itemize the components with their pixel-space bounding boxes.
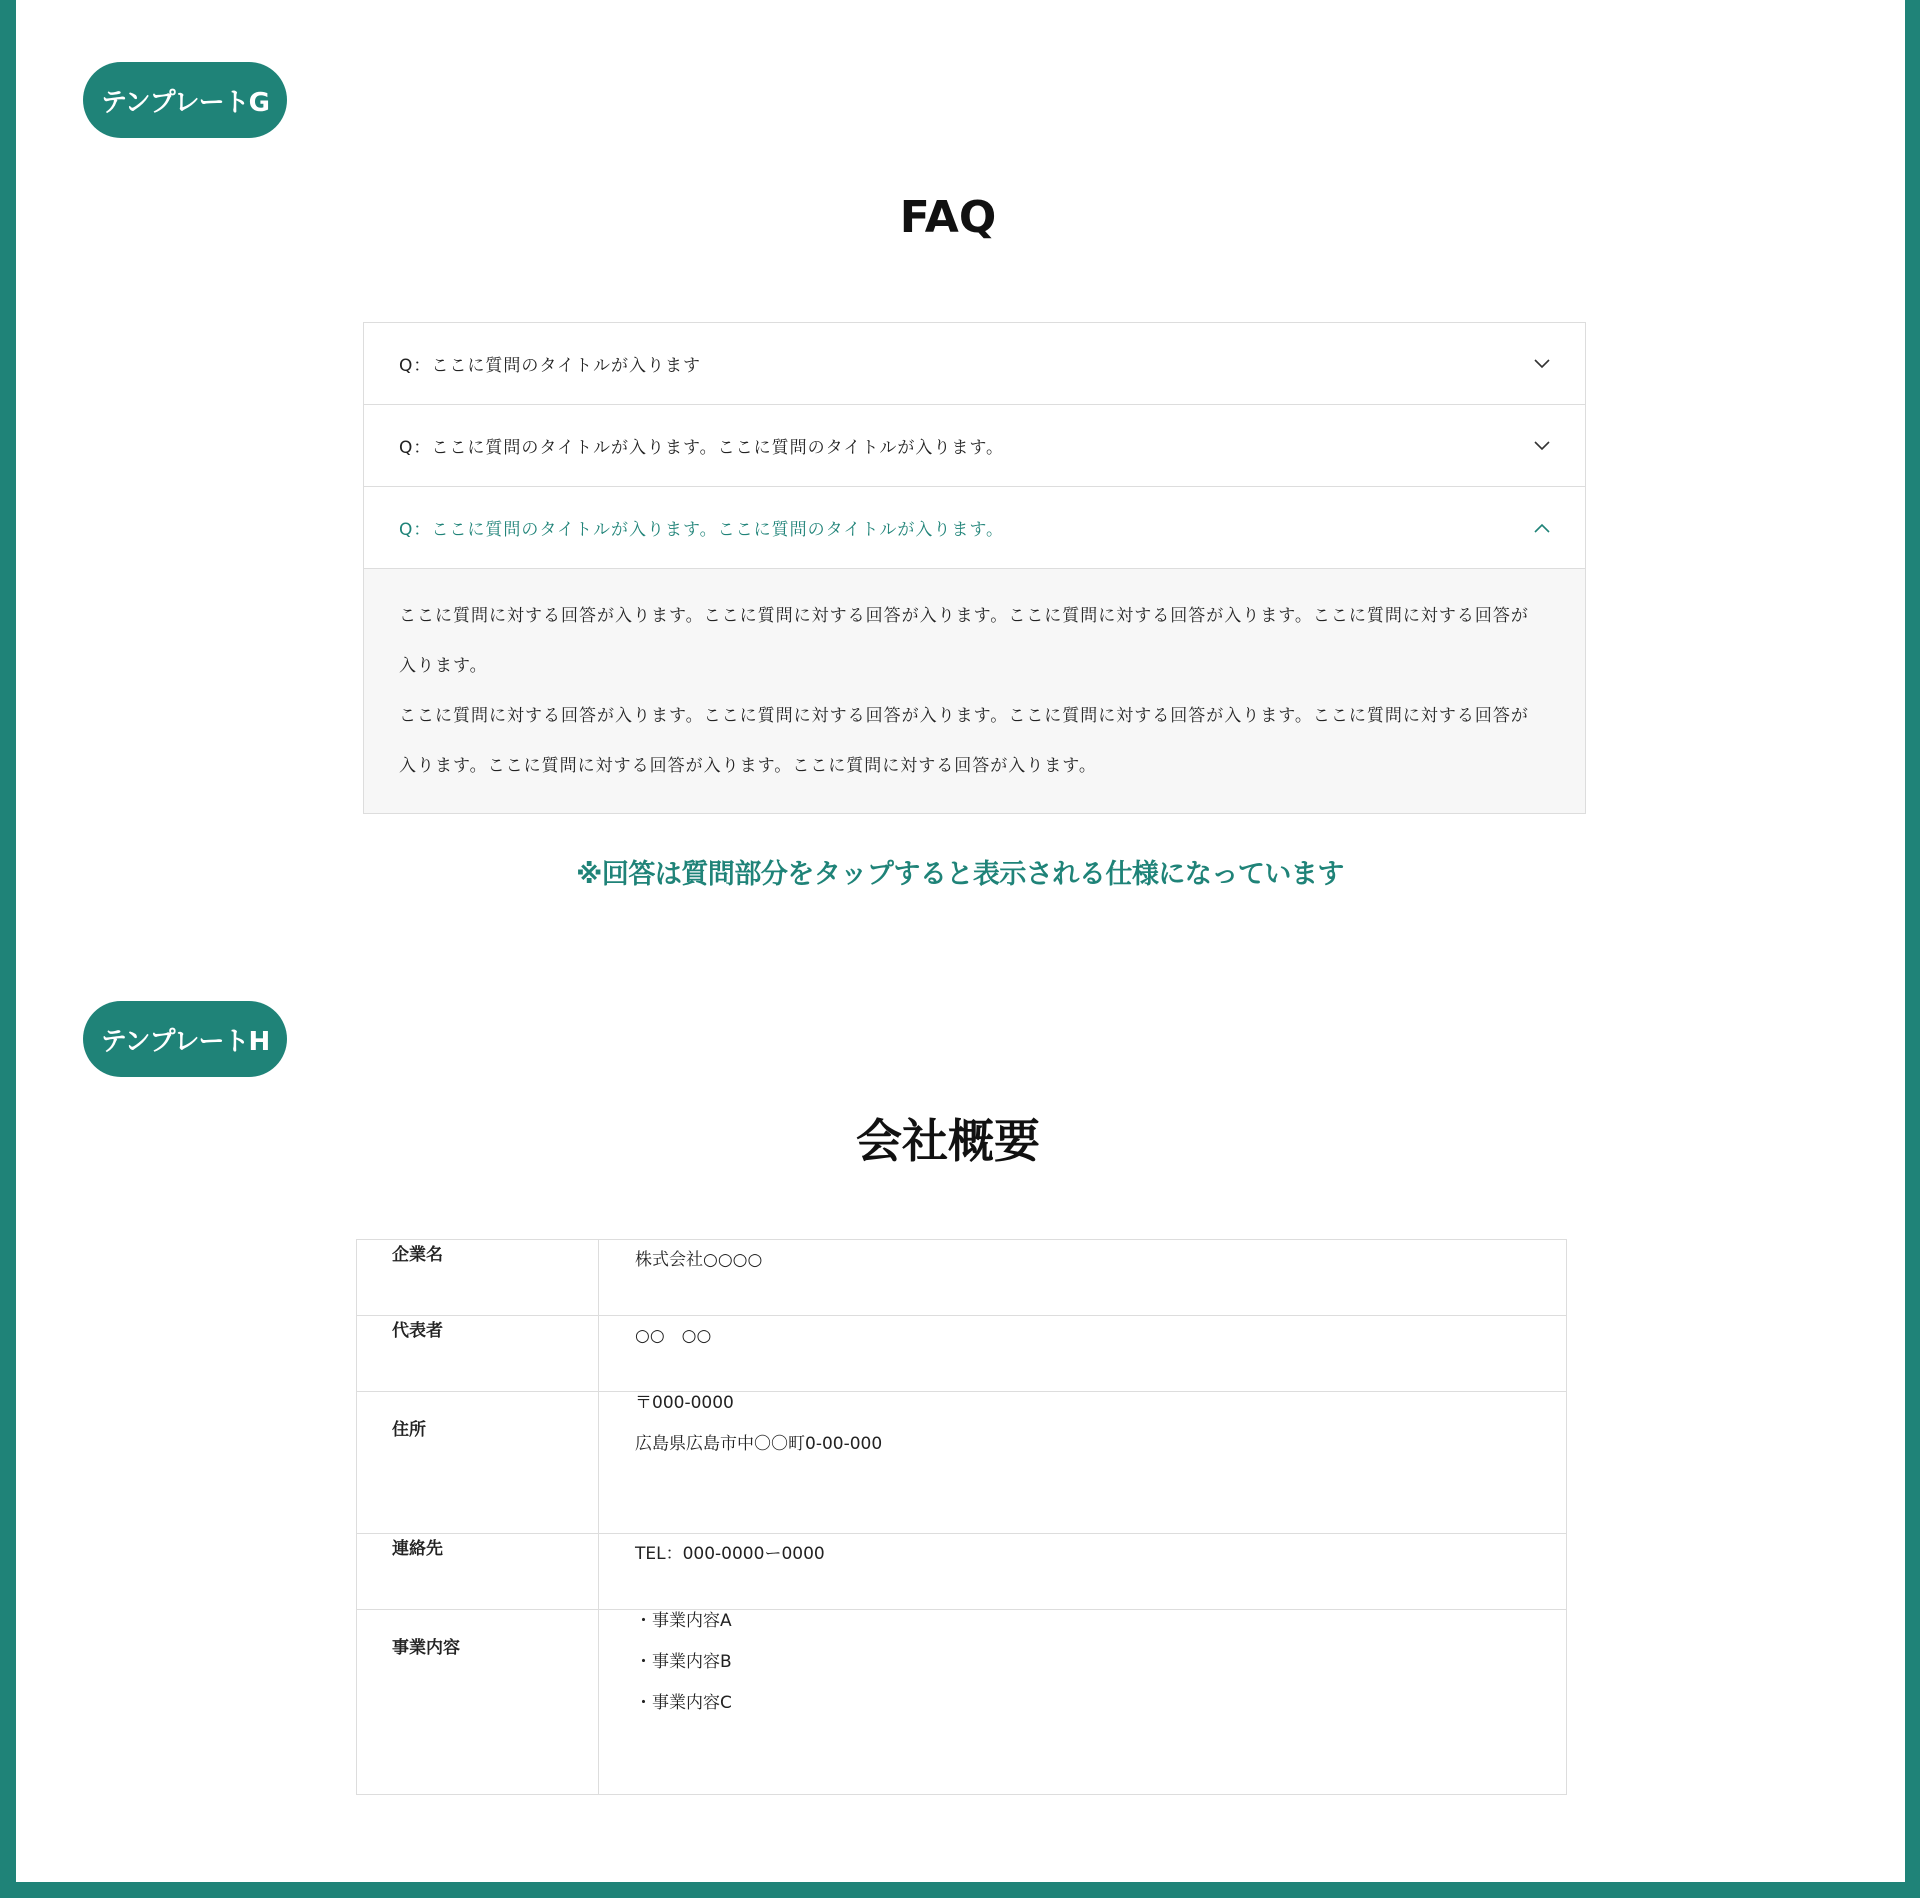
company-title: 会社概要 [856, 1114, 1040, 1168]
value-line: ○○ ○○ [635, 1326, 712, 1346]
table-row [357, 1240, 1567, 1316]
faq-question-text: Q：ここに質問のタイトルが入ります。ここに質問のタイトルが入ります。 [399, 438, 1004, 458]
faq-question-2[interactable] [364, 405, 1585, 486]
faq-question-1[interactable] [364, 323, 1585, 404]
row-label: 企業名 [357, 1240, 599, 1316]
faq-item [364, 487, 1585, 813]
value-line: 株式会社○○○○ [635, 1250, 763, 1270]
faq-note: ※回答は質問部分をタップすると表示される仕様になっています [576, 859, 1344, 890]
chevron-down-icon [1533, 355, 1551, 373]
row-value [599, 1534, 1567, 1610]
chevron-up-icon [1533, 519, 1551, 537]
row-label-text: 住所 [392, 1420, 426, 1440]
faq-question-3[interactable] [364, 487, 1585, 568]
faq-title: FAQ [899, 192, 997, 243]
value-line: 〒000-0000 [635, 1393, 734, 1413]
row-value [599, 1610, 1567, 1795]
value-line: TEL：000-0000ー0000 [635, 1544, 825, 1564]
faq-question-text: Q：ここに質問のタイトルが入ります [399, 356, 702, 376]
row-label-text: 事業内容 [392, 1638, 460, 1658]
faq-accordion [363, 322, 1586, 814]
value-line: ・事業内容A [635, 1611, 732, 1631]
row-value [599, 1240, 1567, 1316]
row-label [357, 1392, 599, 1534]
row-label: 代表者 [357, 1316, 599, 1392]
value-line: 広島県広島市中〇〇町0-00-000 [635, 1434, 883, 1454]
faq-question-text: Q：ここに質問のタイトルが入ります。ここに質問のタイトルが入ります。 [399, 520, 1004, 540]
value-line: ・事業内容B [635, 1652, 732, 1672]
row-value [599, 1316, 1567, 1392]
value-line: ・事業内容C [635, 1693, 732, 1713]
company-table [356, 1239, 1567, 1795]
table-row [357, 1610, 1567, 1795]
row-label: 連絡先 [357, 1534, 599, 1610]
faq-answer-paragraph: ここに質問に対する回答が入ります。ここに質問に対する回答が入ります。ここに質問に対する回答が入ります。ここに質問に対する回答が入ります。 [399, 606, 1529, 676]
chevron-down-icon [1533, 437, 1551, 455]
table-row [357, 1316, 1567, 1392]
row-value [599, 1392, 1567, 1534]
faq-answer-paragraph: ここに質問に対する回答が入ります。ここに質問に対する回答が入ります。ここに質問に対する回答が入ります。ここに質問に対する回答が入ります。ここに質問に対する回答が入ります。ここに質問に対する回答が入ります。 [399, 706, 1529, 776]
table-row [357, 1534, 1567, 1610]
row-label [357, 1610, 599, 1795]
faq-answer [364, 568, 1585, 813]
faq-item [364, 323, 1585, 405]
table-row [357, 1392, 1567, 1534]
template-g-badge: テンプレートG [83, 62, 287, 138]
template-h-badge: テンプレートH [83, 1001, 287, 1077]
faq-item [364, 405, 1585, 487]
